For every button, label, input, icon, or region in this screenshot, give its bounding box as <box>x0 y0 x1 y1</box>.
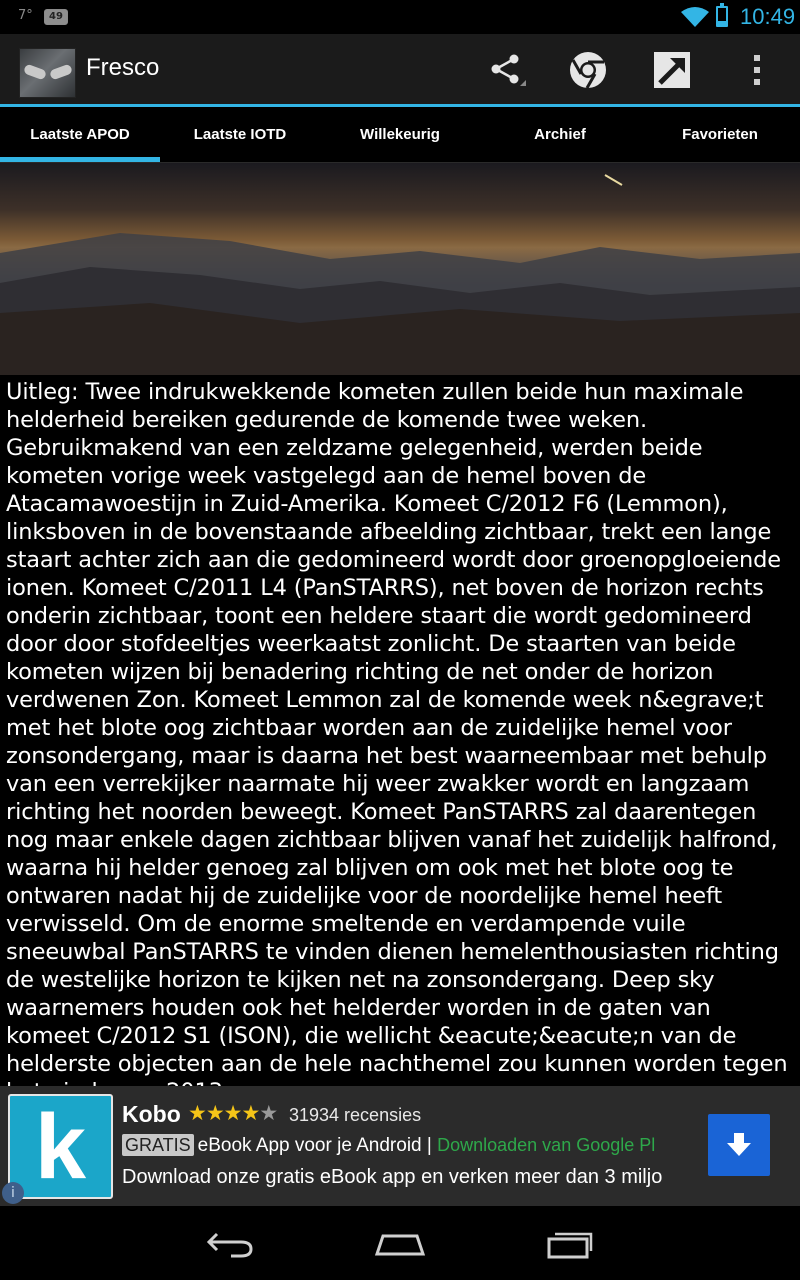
status-bar <box>0 0 800 34</box>
ad-description: Download onze gratis eBook app en verken meer dan 3 miljo <box>122 1166 663 1188</box>
ad-source: Downloaden van Google Pl <box>437 1135 656 1155</box>
landscape-silhouette <box>0 163 800 375</box>
clock: 10:49 <box>740 4 796 29</box>
share-icon <box>486 50 526 90</box>
tab-laatste-apod[interactable]: Laatste APOD <box>30 126 130 143</box>
temperature-text: 7° <box>18 8 33 23</box>
download-icon <box>725 1132 753 1158</box>
navigation-bar <box>0 1206 800 1280</box>
open-external-button[interactable] <box>644 42 700 98</box>
ad-review-count: 31934 recensies <box>289 1105 422 1125</box>
kobo-logo[interactable] <box>8 1094 113 1199</box>
tab-laatste-iotd[interactable]: Laatste IOTD <box>193 126 287 143</box>
chrome-icon <box>568 50 608 90</box>
kobo-logo-letter: k <box>34 1096 87 1198</box>
ad-title: Kobo <box>122 1101 181 1127</box>
app-logo-icon[interactable] <box>19 48 76 98</box>
info-icon[interactable]: i <box>2 1182 24 1204</box>
recent-apps-button[interactable] <box>540 1224 600 1264</box>
notification-badge: 49 <box>44 9 68 25</box>
recent-apps-icon <box>545 1229 595 1259</box>
free-badge: GRATIS <box>122 1134 194 1156</box>
wifi-icon <box>680 6 710 28</box>
ad-banner[interactable] <box>0 1086 800 1206</box>
ad-subtitle: eBook App voor je Android | <box>197 1135 432 1156</box>
apod-image[interactable] <box>0 163 800 375</box>
tab-willekeurig[interactable]: Willekeurig <box>360 126 440 143</box>
tab-bar <box>0 107 800 163</box>
battery-icon <box>716 6 728 27</box>
home-button[interactable] <box>370 1224 430 1264</box>
tab-archief[interactable]: Archief <box>534 126 586 143</box>
overflow-menu-icon <box>751 53 763 87</box>
tab-favorieten[interactable]: Favorieten <box>682 126 758 143</box>
app-title: Fresco <box>86 54 160 81</box>
open-in-chrome-button[interactable] <box>560 42 616 98</box>
action-bar <box>0 34 800 106</box>
overflow-menu-button[interactable] <box>729 42 785 98</box>
download-button[interactable] <box>708 1114 770 1176</box>
tab-selected-indicator <box>0 157 160 162</box>
open-external-icon <box>652 50 692 90</box>
home-icon <box>373 1230 427 1258</box>
ad-subtitle-line <box>122 1134 702 1160</box>
share-button[interactable] <box>478 42 534 98</box>
rating-stars: ★★★★★ <box>188 1101 278 1125</box>
back-button[interactable] <box>200 1224 260 1264</box>
back-icon <box>205 1230 255 1258</box>
apod-explanation: Uitleg: Twee indrukwekkende kometen zullen beide hun maximale helderheid bereiken gedurende de komende twee weken. Gebruikmakend van een zeldzame gelegenheid, werden beide kometen vorige week vastgelegd aan de hemel boven de Atacamawoestijn in Zuid-Amerika. Komeet C/2012 F6 (Lemmon), linksboven in de bovenstaande afbeelding zichtbaar, trekt een lange staart achter zich aan die gedomineerd wordt door groenopgloeiende ionen. Komeet C/2011 L4 (PanSTARRS), net boven de horizon rechts onderin zichtbaar, toont een heldere staart die wordt gedomineerd door door stofdeeltjes weerkaatst zonlicht. De staarten van beide kometen wijzen bij benadering richting de net onder de horizon verdwenen Zon. Komeet Lemmon zal de komende week n&egrave;t met het blote oog zichtbaar worden aan de zuidelijke hemel voor zonsondergang, maar is daarna het best waarneembaar met behulp van een verrekijker naarmate hij weer zwakker wordt en langzaam richting het noorden beweegt. Komeet PanSTARRS zal daarentegen nog maar enkele dagen zichtbaar blijven vanaf het zuidelijk halfrond, waarna hij helder genoeg zal blijven om ook met het blote oog te ontwaren nadat hij de zuidelijke voor de noordelijke hemel heeft verwisseld. Om de enorme smeltende en verdampende vuile sneeuwbal PanSTARRS te vinden dienen hemelenthousiasten richting de westelijke horizon te kijken net na zonsondergang. Deep sky waarnemers houden ook het helderder worden in de gaten van komeet C/2012 S1 (ISON), die wellicht &eacute;&eacute;n van de helderste objecten aan de hele nachthemel zou kunnen worden tegen <box>6 379 788 1077</box>
